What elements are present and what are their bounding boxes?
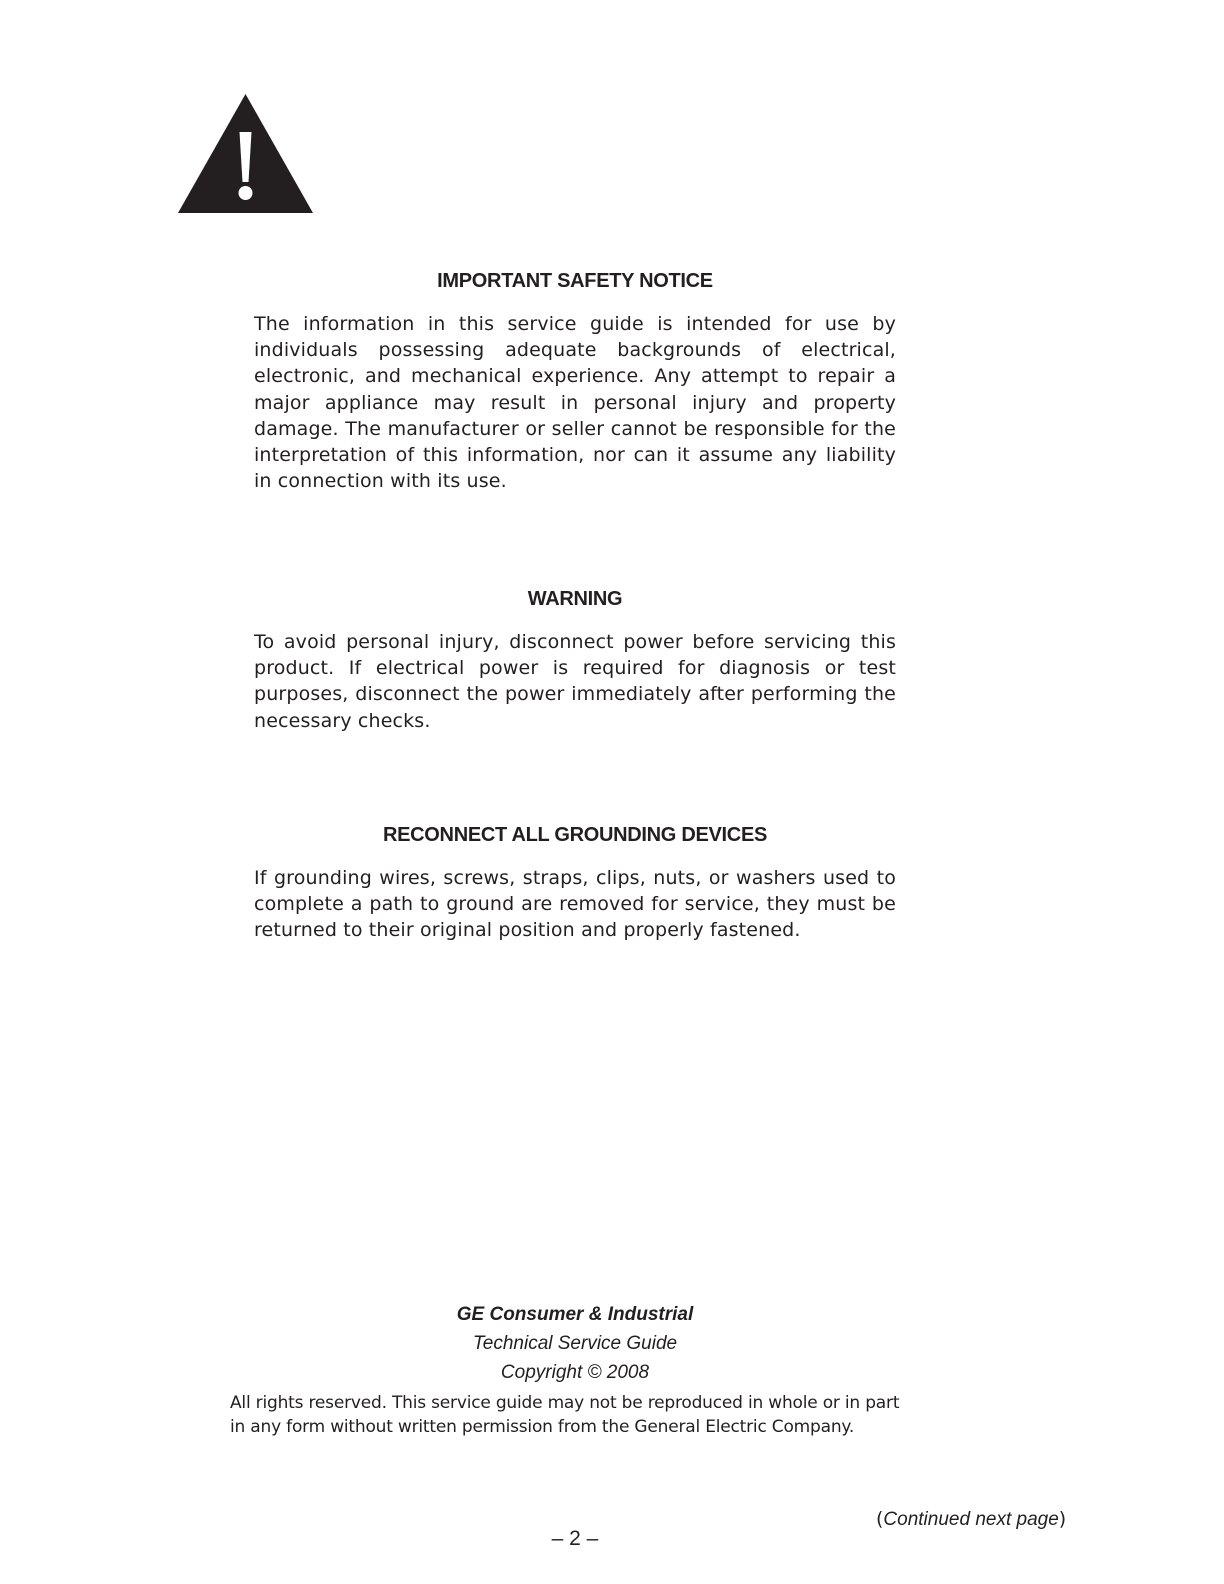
warning-body: To avoid personal injury, disconnect power before servicing this product. If electrical power is required for diagnosis or test purposes, disconnect the power immediately after performing the necessary checks.: [254, 631, 896, 732]
warning-heading: WARNING: [527, 588, 623, 610]
grounding-heading: RECONNECT ALL GROUNDING DEVICES: [382, 824, 768, 846]
rights-line-2: in any form without written permission from the General Electric Company.: [230, 1417, 855, 1437]
rights-line-1: All rights reserved. This service guide may not be reproduced in whole or in part: [230, 1393, 900, 1413]
continued-text: Continued next page: [883, 1509, 1059, 1530]
warning-triangle-icon: [178, 94, 313, 213]
footer-guide-title: Technical Service Guide: [472, 1333, 678, 1354]
continued-open-paren: (: [876, 1508, 884, 1530]
safety-notice-body: The information in this service guide is intended for use by individuals possessing adequate backgrounds of electrical, electronic, and mechanical experience. Any attempt to repair a major appliance may result in personal injury and property damage. The manufacturer or seller cannot be responsible for the interpretation of this information, nor can it assume any liability in connection with its use.: [254, 313, 896, 493]
continued-close-paren: ): [1058, 1508, 1067, 1530]
grounding-body: If grounding wires, screws, straps, clips, nuts, or washers used to complete a path to ground are removed for service, they must be returned to their original position and properly fastened.: [254, 867, 896, 942]
footer-company: GE Consumer & Industrial: [456, 1304, 694, 1325]
safety-notice-heading: IMPORTANT SAFETY NOTICE: [437, 270, 713, 292]
footer-copyright: Copyright © 2008: [500, 1362, 650, 1383]
page-number: – 2 –: [551, 1527, 599, 1550]
